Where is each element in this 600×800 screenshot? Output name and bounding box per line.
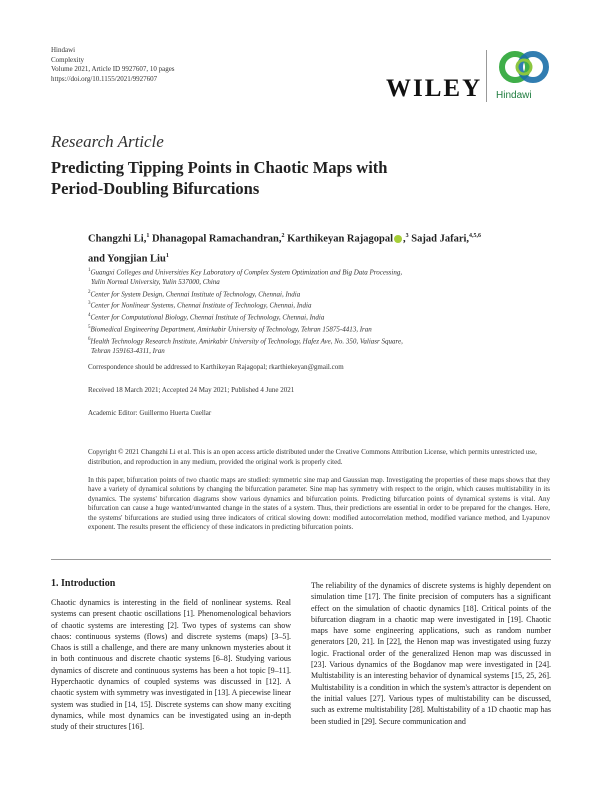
affiliation [88, 335, 558, 357]
affiliation-text: Tehran 159163-4311, Iran [91, 347, 165, 356]
affiliation-num: 4 [88, 313, 91, 319]
dates-line: Received 18 March 2021; Accepted 24 May 2021; Published 4 June 2021 [88, 386, 295, 394]
author-name: and Yongjian Liu [88, 253, 166, 264]
affiliation [88, 299, 558, 311]
affiliation-text: Health Technology Research Institute, Amirkabir University of Technology, Hafez Ave, No. 350, Valiasr Square, [90, 337, 403, 346]
affiliations [88, 266, 558, 357]
affiliation [88, 311, 558, 323]
title-line-1: Predicting Tipping Points in Chaotic Maps with [51, 158, 388, 177]
intro-paragraph-right: The reliability of the dynamics of discrete systems is highly dependent on simulation time [17]. The finite precision of computers has a significant effect on the simulation of chaotic dynamics [18]. Critical points of the bifurcation diagram in a chaotic map were investigated in [19]. Chaotic maps have some engineering applications, such as random number generators [20, 21]. In [22], the Henon map was investigated using fuzzy logic. Fractional order of the generalized Henon map was discussed in [23]. Various dynamics of the Bogdanov map were investigated in [24]. Multistability is an interesting behavior of dynamical systems [15, 25, 26]. Multistability is a condition in which the system's attractor is dependent on the initial values [27]. Various types of multistability can be discussed, such as extreme multistability [28]. Multistability of a 1D chaotic map has been studied in [29]. Secure communication and [311, 581, 551, 726]
affiliation-text: Guangxi Colleges and Universities Key Laboratory of Complex System Optimization and Big Data Processing, [90, 268, 403, 277]
affiliation-num: 5 [88, 325, 91, 331]
author-sup: 3 [405, 233, 409, 239]
author-name: Dhanagopal Ramachandran, [151, 233, 282, 245]
affiliation-text: Yulin Normal University, Yulin 537000, China [91, 277, 220, 286]
author-list: Changzhi Li,$^1$ Dhanagopal Ramachandran,$^2$ Karthikeyan Rajagopal ,$^3$ Sajad Jafari,$^{4,5,6}$ and Yongjian Liu$^1$ [88, 233, 482, 264]
body-column-left [51, 597, 291, 733]
journal-name: Complexity [51, 55, 85, 64]
section-divider [51, 559, 551, 560]
title-line-2: Period-Doubling Bifurcations [51, 179, 260, 198]
affiliation-num: 6 [88, 337, 91, 343]
affiliation-text: Center for System Design, Chennai Institute of Technology, Chennai, India [90, 289, 301, 298]
affiliation-text: Biomedical Engineering Department, Amirkabir University of Technology, Tehran 15875-4413, Iran [90, 325, 372, 334]
intro-paragraph-left: Chaotic dynamics is interesting in the field of nonlinear systems. Real systems can present chaotic oscillations [1]. Phenomenological behaviors of chaotic systems are interesting [2]. Two types of systems can show chaos: continuous systems (flows) and discrete systems (maps) [3–5]. Chaos is still a challenge, and there are many unknown mysteries about it in both continuous and discrete chaotic systems [6–8]. Studying various dynamics of discrete and continuous systems has been a hot topic [9–11]. Hyperchaotic dynamics of coupled systems was discussed in [12]. A chaotic system with symmetry was investigated in [13]. A piecewise linear system was studied in [14, 15]. Discrete systems can show many exciting dynamics, while most dynamics can be investigated using an in-depth study of their structures [16]. [51, 598, 291, 732]
hindawi-logo-icon [497, 47, 553, 87]
volume-line: Volume 2021, Article ID 9927607, 10 pages [51, 65, 175, 73]
hindawi-wordmark: Hindawi [496, 90, 532, 101]
logo-divider [486, 50, 487, 102]
affiliation-num: 1 [88, 268, 91, 273]
affiliation [88, 266, 558, 288]
body-column-right [311, 580, 551, 727]
author-sup: 1 [165, 252, 169, 259]
doi-link[interactable]: https://doi.org/10.1155/2021/9927607 [51, 74, 158, 83]
publisher-name: Hindawi [51, 46, 76, 54]
abstract: In this paper, bifurcation points of two chaotic maps are studied: symmetric sine map and Gaussian map. Investigating the properties of these maps shows that they have a variety of dynamical solutions by changing the bifurcation parameter. Sine map has symmetry with respect to the origin, which causes multistability in its dynamics. The systems' bifurcation diagrams show various dynamics and bifurcation points. Predicting bifurcation points of dynamical systems is vital. Any bifurcation can cause a huge wanted/unwanted change in the states of a system. Thus, their predictions are essential in order to be prepared for the changes. Here, the systems' bifurcations are studied using three indicators of critical slowing down: modified autocorrelation method, modified variance method, and Lyapunov exponent. The results present the efficiency of these indicators in predicting bifurcation points. [88, 476, 550, 532]
correspondence: Correspondence should be addressed to Karthikeyan Rajagopal; rkarthiekeyan@gmail.com [88, 363, 344, 371]
author-sup: 2 [281, 233, 285, 239]
author-name: Sajad Jafari, [411, 233, 470, 245]
copyright-notice: Copyright © 2021 Changzhi Li et al. This is an open access article distributed under the Creative Commons Attribution License, which permits unrestricted use, distribution, and reproduction in any medium, provided the original work is properly cited. [88, 448, 537, 466]
journal-meta [51, 46, 175, 84]
affiliation-num: 2 [88, 289, 91, 295]
author-name: Changzhi Li, [88, 233, 147, 245]
article-title [51, 157, 521, 199]
author-sup: 4,5,6 [469, 233, 482, 239]
article-type: Research Article [51, 132, 164, 151]
affiliation [88, 288, 558, 300]
orcid-icon[interactable] [394, 235, 402, 243]
affiliation-text: Center for Computational Biology, Chennai Institute of Technology, Chennai, India [90, 313, 325, 322]
author-sup: 1 [146, 233, 150, 239]
wiley-logo: WILEY [386, 75, 483, 102]
affiliation [88, 323, 558, 335]
section-heading: 1. Introduction [51, 578, 116, 589]
author-name: Karthikeyan Rajagopal [287, 233, 394, 245]
affiliation-text: Center for Nonlinear Systems, Chennai Institute of Technology, Chennai, India [90, 301, 312, 310]
affiliation-num: 3 [88, 301, 91, 307]
academic-editor: Academic Editor: Guillermo Huerta Cuellar [88, 409, 212, 417]
